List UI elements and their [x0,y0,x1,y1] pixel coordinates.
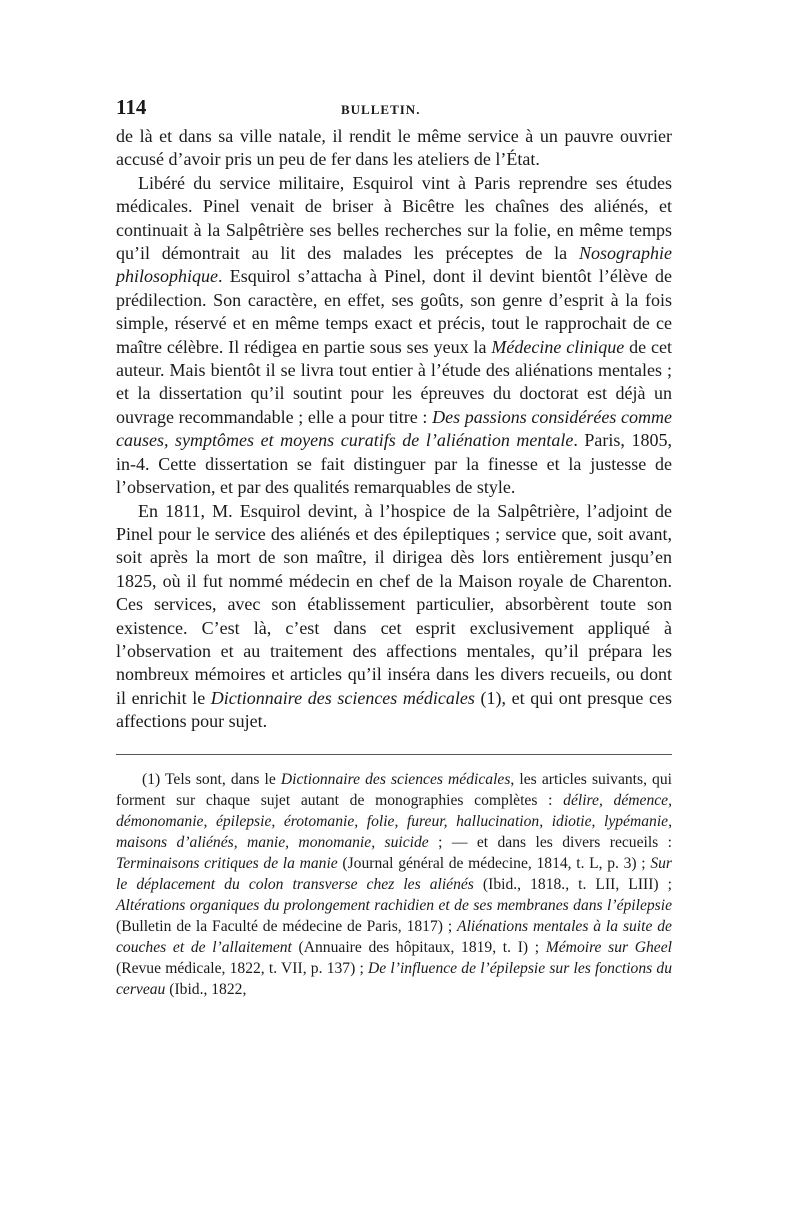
title-nosographie: Nosographie philosophique [116,243,672,287]
paragraph-3-text-a: En 1811, M. Esquirol devint, à l’hospice de la Salpêtrière, l’adjoint de Pinel pour le service des aliénés et des épileptiques ; service que, soit avant, soit après la mort de son maître, il dirigea dès lors entièrement jusqu’en 1825, où il fut nommé médecin en chef de la Maison royale de Charenton. Ces services, avec son établissement particulier, absorbèrent toute son existence. C’est là, c’est dans cet esprit exclusivement appliqué à l’observation et au traitement des affections mentales, qu’il prépara les nombreux mémoires et articles qu’il inséra dans les divers recueils, ou dont il enrichit le [116,500,672,708]
footnote-text: (Bulletin de la Faculté de médecine de Paris, 1817) ; [116,917,458,935]
paragraph-2-text-a: Libéré du service militaire, Esquirol vint à Paris reprendre ses études médicales. Pinel venait de briser à Bicêtre les chaînes des aliénés, et continuait à la Salpêtrière ses belles recherches sur la folie, en même temps qu’il démontrait au lit des malades les préceptes de la [116,172,672,264]
footnote-text: (Annuaire des hôpitaux, 1819, t. I) ; [291,938,546,956]
footnote-1 [116,769,672,1000]
footnote-text: (Ibid., 1822, [165,980,247,998]
paragraph-3-text-c: (1), et qui ont presque ces affections pour sujet. [116,687,672,732]
footnote-text: (Revue médicale, 1822, t. VII, p. 137) ; [116,959,369,977]
main-text [116,125,672,734]
paragraph-2-text-c: . Esquirol s’attacha à Pinel, dont il devint bientôt l’élève de prédilection. Son caractère, en effet, ses goûts, son genre d’esprit à la fois simple, réservé et en même temps exact et précis, tout le rapprochait de ce maître célèbre. Il rédigea en partie sous ses yeux la [116,266,672,357]
footnote-italic: Aliénations mentales à la suite de couches et de l’allaitement [116,917,672,956]
footnote-italic: Sur le déplacement du colon transverse chez les aliénés [116,854,672,893]
footnote-italic: De l’influence de l’épilepsie sur les fonctions du cerveau [116,959,673,998]
footnote-text: (Ibid., 1818., t. LII, LIII) ; [473,875,672,893]
footnote-divider [116,754,672,755]
page-header [116,95,672,125]
paragraph-3 [116,500,672,734]
footnote-text: (Journal général de médecine, 1814, t. L, p. 3) ; [337,854,651,872]
paragraph-1-text: de là et dans sa ville natale, il rendit le même service à un pauvre ouvrier accusé d’avoir pris un peu de fer dans les ateliers de l’État. [116,126,672,170]
footnote-italic: Dictionnaire des sciences médicales [280,770,511,788]
title-dissertation: Des passions considérées comme causes, symptômes et moyens curatifs de l’aliénation mentale [116,406,672,451]
footnote-italic: délire, démence, démonomanie, épilepsie, érotomanie, folie, fureur, hallucination, idiotie, lypémanie, maisons d’aliénés, manie, monomanie, suicide [116,791,672,851]
paragraph-2 [116,172,672,500]
footnotes [116,769,672,1000]
running-title: BULLETIN. [341,102,421,117]
footnote-italic: Altérations organiques du prolongement rachidien et de ses membranes dans l’épilepsie [116,896,672,914]
paragraph-1 [116,125,672,172]
footnote-italic: Mémoire sur Gheel [545,938,672,956]
title-dictionnaire: Dictionnaire des sciences médicales [210,687,475,708]
book-page [116,95,672,1000]
footnote-italic: Terminaisons critiques de la manie [116,854,338,872]
page-number: 114 [116,95,147,119]
paragraph-2-text-e: de cet auteur. Mais bientôt il se livra tout entier à l’étude des aliénations mentales ; et la dissertation qu’il soutint pour les épreuves du doctorat est déjà un ouvrage recommandable ; elle a pour titre : [116,336,673,427]
paragraph-2-text-g: . Paris, 1805, in-4. Cette dissertation se fait distinguer par la finesse et la justesse de l’observation, et par des qualités remarquables de style. [116,430,672,498]
footnote-text: , les articles suivants, qui forment sur chaque sujet autant de monographies complètes : [116,770,672,809]
title-medecine-clinique: Médecine clinique [491,336,625,357]
footnote-text: ; — et dans les divers recueils : [428,833,672,851]
footnote-text: (1) Tels sont, dans le [142,770,281,788]
